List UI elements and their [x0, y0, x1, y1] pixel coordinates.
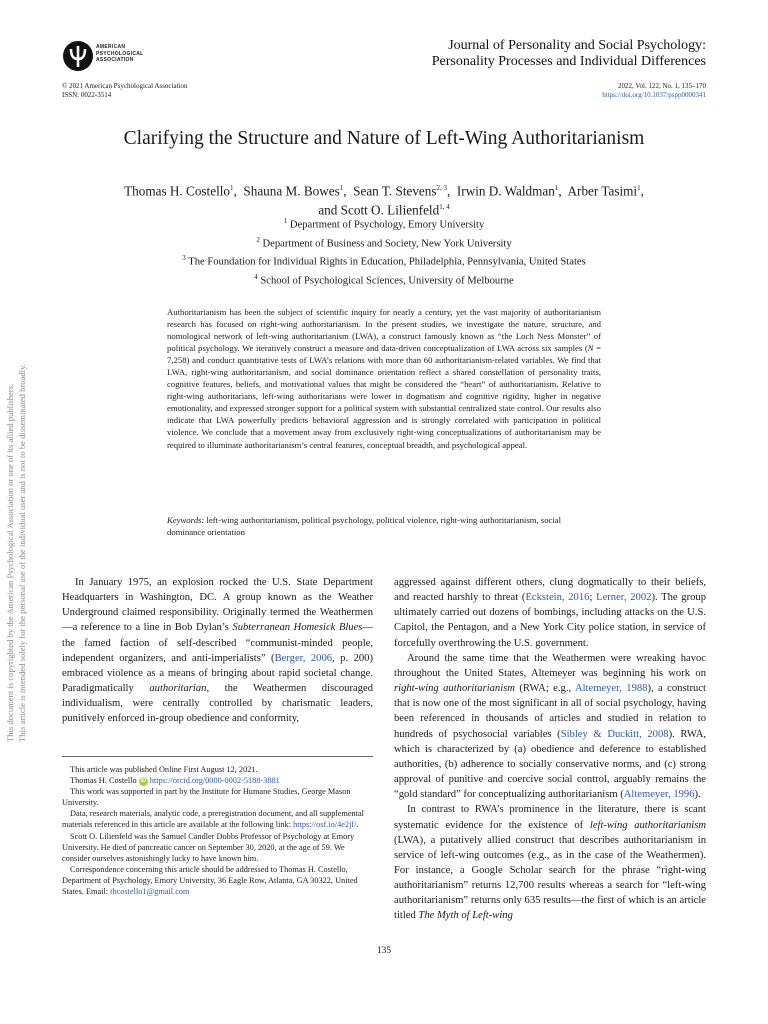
citation-link[interactable]: Berger, 2006 — [274, 652, 333, 664]
side-copyright-notice — [0, 0, 40, 1024]
footnote: This work was supported in part by the Institute for Humane Studies, George Mason University. — [62, 787, 351, 808]
journal-title-line-1: Journal of Personality and Social Psychology: — [448, 38, 706, 53]
author-name: Irwin D. Waldman — [456, 183, 555, 199]
affiliation: $^2$ Department of Business and Society, New York University — [256, 235, 512, 250]
issn-text: ISSN: 0022-3514 — [62, 90, 112, 99]
orcid-link[interactable]: https://orcid.org/0000-0002-5188-3881 — [149, 776, 280, 786]
copyright-text: © 2021 American Psychological Association — [62, 82, 188, 90]
keywords — [167, 514, 601, 538]
journal-title-line-2: Personality Processes and Individual Differences — [431, 54, 706, 69]
footnotes — [62, 764, 373, 897]
keywords-text: left-wing authoritarianism, political psychology, political violence, right-wing authoritarianism, social dominance orientation — [167, 515, 562, 538]
paragraph: In January 1975, an explosion rocked the U.S. State Department Headquarters in Washington, DC. A group known as the Weather Underground claimed responsibility. Originally termed the Weathermen—a reference to a line in Bob Dylan’s Subterranean Homesick Blues—the famed faction of self-described “communist-minded people, independent organizers, and anti-imperialists” (Berger, 2006, p. 200) embraced violence as a means of bringing about rapid societal change. Paradigmatically authoritarian, the Weathermen discouraged individualism, were centrally controlled by charismatic leaders, punitively enforced in-group obedience and conformity, — [62, 577, 374, 725]
footnote-divider — [62, 756, 373, 757]
volume-text: 2022, Vol. 122, No. 1, 135–170 — [617, 82, 706, 90]
side-notice-line-2: This article is intended solely for the personal use of the individual user and is not to be disseminated broadly. — [17, 364, 27, 742]
paragraph: aggressed against different others, clung dogmatically to their beliefs, and reacted harshly to threat (Eckstein, 2016; Lerner, 2002). The group ultimately carried out dozens of bombings, including attacks on the U.S. Capitol, the Pentagon, and a New York City police station, in service of forcefully overthrowing the U.S. government. — [394, 577, 707, 649]
footnote: Thomas H. Costello iD https://orcid.org/0000-0002-5188-3881 — [70, 776, 280, 786]
doi-link[interactable]: https://doi.org/10.1037/pspp0000341 — [602, 90, 706, 99]
author-name: Scott O. Lilienfeld — [340, 202, 440, 218]
author-name: Thomas H. Costello — [124, 183, 230, 199]
email-link[interactable]: thcostello1@gmail.com — [110, 887, 190, 897]
citation-link[interactable]: Sibley & Duckitt, 2008 — [560, 728, 669, 740]
apa-logo-text: AMERICAN PSYCHOLOGICAL ASSOCIATION — [96, 44, 144, 63]
paragraph: Around the same time that the Weathermen were wreaking havoc throughout the United States, Altemeyer was beginning his work on right-wing authoritarianism (RWA; e.g., Altemeyer, 1988), a construct that is now one of the most significant in all of social psychology, having been referenced in thousands of articles and studied in relation to hundreds of psychosocial variables (Sibley & Duckitt, 2008). RWA, which is characterized by (a) obedience and deference to established authorities, (b) adherence to socially conservative norms, and (c) strong approval of punitive and coercive social control, arguably remains the “gold standard” for conceptualizing authoritarianism (Altemeyer, 1996). — [394, 652, 706, 801]
side-notice-line-1: This document is copyrighted by the American Psychological Association or one of its allied publishers. — [5, 383, 15, 742]
apa-psi-icon — [62, 40, 94, 72]
copyright-block — [62, 82, 187, 99]
affiliation: $^3$ The Foundation for Individual Rights in Education, Philadelphia, Pennsylvania, United States — [182, 254, 586, 268]
author-list: Thomas H. Costello$^1$, Shauna M. Bowes$^1$, Sean T. Stevens$^{2, 3}$, Irwin D. Waldman$^1$, Arber Tasimi$^1$, and Scott O. Lilienfeld$^{1, 4}$ — [124, 183, 644, 218]
page-number: 135 — [376, 946, 392, 956]
citation-link[interactable]: Eckstein, 2016 — [525, 592, 590, 604]
keywords-label: Keywords: — [167, 515, 205, 525]
citation-link[interactable]: Altemeyer, 1988 — [574, 683, 648, 695]
orcid-icon: iD — [140, 777, 147, 784]
affiliation: $^1$ Department of Psychology, Emory University — [283, 217, 485, 231]
author-name: Sean T. Stevens — [353, 183, 437, 199]
body-column-left — [62, 575, 373, 727]
article-title: Clarifying the Structure and Nature of Left-Wing Authoritarianism — [123, 128, 645, 149]
affiliation-list — [62, 214, 706, 288]
paragraph: In contrast to RWA’s prominence in the literature, there is scant systematic evidence for the existence of left-wing authoritarianism (LWA), a putatively allied construct that describes authoritarianism in service of left-wing outcomes (e.g., as in the case of the Weathermen). For instance, a Google Scholar search for the phrase “right-wing authoritarianism” returns 12,700 results whereas a search for “left-wing authoritarianism” returns only 635 results—the first of which is an article titled The Myth of Left-wing — [394, 804, 707, 922]
footnote: Scott O. Lilienfeld was the Samuel Candler Dobbs Professor of Psychology at Emory University. He died of pancreatic cancer on September 30, 2020, at the age of 59. We consider ourselves astonishingly lucky to have known him. — [62, 831, 355, 863]
author-name: Arber Tasimi — [567, 183, 638, 199]
footnote: Data, research materials, analytic code, a preregistration document, and all supplemental materials referenced in this article are available at the following link: https://osf.io/4e2jf/. — [62, 809, 364, 830]
abstract: Authoritarianism has been the subject of scientific inquiry for nearly a century, yet the vast majority of authoritarianism research has focused on right-wing authoritarianism. In the present studies, we investigate the nature, structure, and nomological network of left-wing authoritarianism (LWA), a construct famously known as “the Loch Ness Monster” of political psychology. We iteratively construct a measure and data-driven conceptualization of LWA across six samples (N = 7,258) and conduct quantitative tests of LWA’s relations with more than 60 authoritarianism-related variables. We find that LWA, right-wing authoritarianism, and social dominance orientation reflect a shared constellation of personality traits, cognitive features, beliefs, and motivational values that might be considered the “heart” of authoritarianism. Relative to right-wing authoritarians, left-wing authoritarians were lower in dogmatism and cognitive rigidity, higher in negative emotionality, and expressed stronger support for a political system with substantial centralized state control. Our results also indicate that LWA powerfully predicts behavioral aggression and is strongly correlated with participation in political violence. We conclude that a movement away from exclusively right-wing conceptualizations of authoritarianism may be required to illuminate authoritarianism’s central features, conceptual breadth, and psychological appeal. — [167, 307, 601, 450]
footnote: This article was published Online First August 12, 2021. — [70, 765, 258, 774]
affiliation: $^4$ School of Psychological Sciences, University of Melbourne — [254, 272, 514, 287]
body-column-right — [394, 575, 706, 924]
citation-link[interactable]: Altemeyer, 1996 — [623, 789, 695, 801]
apa-logo — [62, 40, 152, 72]
footnote: Correspondence concerning this article should be addressed to Thomas H. Costello, Department of Psychology, Emory University, 36 Eagle Row, Atlanta, GA 30322, United States. Email: thcostello1@gmail.com — [62, 864, 358, 897]
citation-block — [602, 82, 706, 99]
author-name: Shauna M. Bowes — [243, 183, 340, 199]
journal-title — [432, 38, 706, 70]
osf-link[interactable]: https://osf.io/4e2jf/ — [293, 820, 357, 830]
citation-link[interactable]: Lerner, 2002 — [596, 592, 652, 604]
